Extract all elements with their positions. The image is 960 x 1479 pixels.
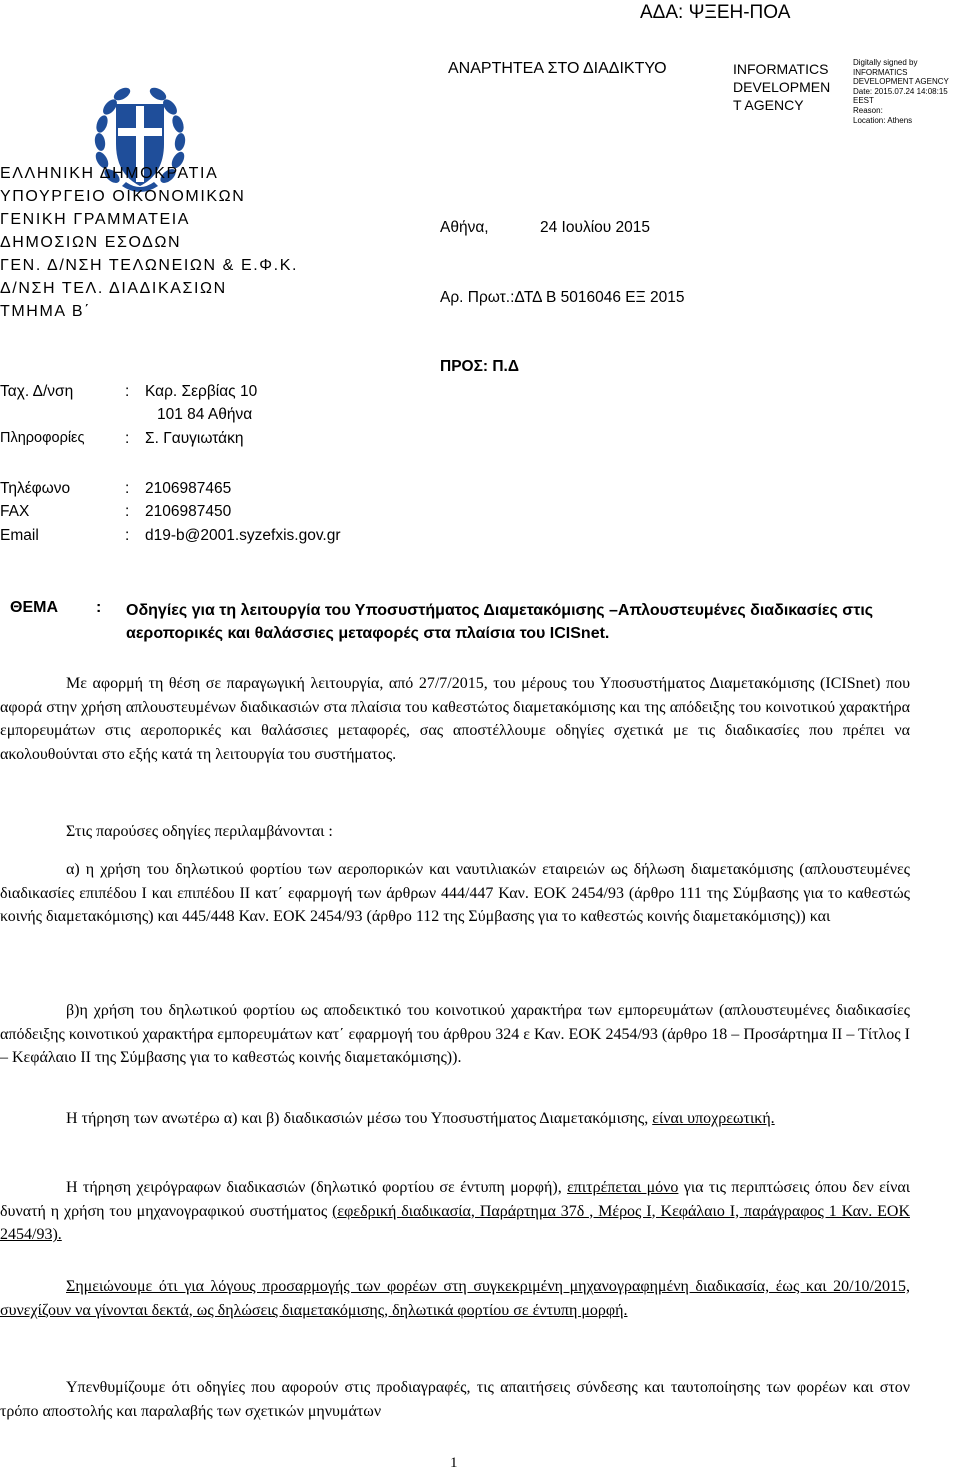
body-paragraph-7: Σημειώνουμε ότι για λόγους προσαρμογής των φορέων στη συγκεκριμένη μηχανογραφημένη διαδικασία, έως και 20/10/2015, συνεχίζουν να γίνονται δεκτά, ως δηλώσεις διαμετακόμισης, δηλωτικά φορτίου σε έντυπη μορφή. [0,1278,910,1319]
address-label: Ταχ. Δ/νση [0,383,74,400]
org-header [0,162,298,323]
org-header-line: ΓΕΝ. Δ/ΝΣΗ ΤΕΛΩΝΕΙΩΝ & Ε.Φ.Κ. [0,257,299,274]
signature-line: Reason: [853,105,883,115]
body-paragraph-5 [0,1107,910,1131]
subject-label: ΘΕΜΑ [10,599,58,616]
field-colon: : [125,383,130,400]
fax-value: 2106987450 [145,503,232,520]
org-header-line: ΔΗΜΟΣΙΩΝ ΕΣΟΔΩΝ [0,234,182,251]
phone-value: 2106987465 [145,480,232,497]
email-value[interactable]: d19-b@2001.syzefxis.gov.gr [145,527,341,544]
email-label: Email [0,527,39,544]
posted-notice: ΑΝΑΡΤΗΤΕΑ ΣΤΟ ΔΙΑΔΙΚΤΥΟ [448,60,667,77]
body-paragraph-4: β)η χρήση του δηλωτικού φορτίου ως αποδεικτικό του κοινοτικού χαρακτήρα των εμπορευμάτων (απλουστευμένες διαδικασίες απόδειξης κοινοτικού χαρακτήρα εμπορευμάτων κατ΄ εφαρμογή του άρθρου 324 ε Καν. ΕΟΚ 2454/93 (άρθρο 18 – Προσάρτημα ΙΙ – Τίτλος Ι – Κεφάλαιο ΙΙ της Σύμβασης για το καθεστώς κοινής διαμετακόμισης)). [0,1002,910,1066]
underlined-text: είναι υποχρεωτική. [652,1110,775,1127]
protocol-number: Αρ. Πρωτ.:ΔΤΔ Β 5016046 ΕΞ 2015 [440,289,685,306]
address-line-2: 101 84 Αθήνα [157,406,253,423]
org-header-line: ΕΛΛΗΝΙΚΗ ΔΗΜΟΚΡΑΤΙΑ [0,165,219,182]
signature-line: Date: 2015.07.24 14:08:15 [853,86,948,96]
body-text: Η τήρηση χειρόγραφων διαδικασιών (δηλωτικό φορτίου σε έντυπη μορφή), [66,1179,562,1196]
org-header-line: ΥΠΟΥΡΓΕΙΟ ΟΙΚΟΝΟΜΙΚΩΝ [0,188,246,205]
subject-colon: : [96,599,102,616]
agency-stamp-line: T AGENCY [733,97,804,113]
body-paragraph-3: α) η χρήση του δηλωτικού φορτίου των αεροπορικών και ναυτιλιακών εταιρειών ως δήλωση διαμετακόμισης (απλουστευμένες διαδικασίες επιπέδου Ι και επιπέδου ΙΙ κατ΄ εφαρμογή των άρθρων 444/447 Καν. ΕΟΚ 2454/93 (άρθρο 111 της Σύμβασης για το καθεστώς κοινής διαμετακόμισης) και 445/448 Καν. ΕΟΚ 2454/93 (άρθρο 112 της Σύμβασης για το καθεστώς κοινής διαμετακόμισης)) και [0,861,910,925]
field-colon: : [125,430,130,447]
body-text: Η τήρηση των ανωτέρω α) και β) διαδικασιών μέσω του Υποσυστήματος Διαμετακόμισης, [66,1110,649,1127]
signature-line: EEST [853,96,874,106]
agency-stamp-line: INFORMATICS [733,61,829,77]
body-text: για τις περιπτώσεις όπου δεν είναι δυνατή η χρήση του μηχανογραφικού συστήματος [0,1179,911,1220]
org-header-line: ΤΜΗΜΑ Β΄ [0,303,92,320]
ada-code: ΑΔΑ: ΨΞΕΗ-ΠΟΑ [640,2,791,23]
field-colon: : [125,503,130,520]
body-paragraph-2: Στις παρούσες οδηγίες περιλαμβάνονται : [66,823,333,840]
info-label: Πληροφορίες [0,430,85,446]
agency-stamp [733,60,849,114]
signature-line: INFORMATICS [853,67,908,77]
body-paragraph-8: Υπενθυμίζουμε ότι οδηγίες που αφορούν στις προδιαγραφές, τις απαιτήσεις σύνδεσης και ταυτοποίησης των φορέων και στον τρόπο αποστολής και παραλαβής των σχετικών μηνυμάτων [0,1379,910,1420]
recipient: ΠΡΟΣ: Π.Δ [440,358,519,375]
signature-line: DEVELOPMENT AGENCY [853,77,949,87]
page-number: 1 [450,1455,458,1471]
underlined-text: (εφεδρική διαδικασία, Παράρτημα 37δ , Μέρος Ι, Κεφάλαιο Ι, παράγραφος 1 Καν. ΕΟΚ 2454/93). [0,1202,910,1243]
org-header-line: ΓΕΝΙΚΗ ΓΡΑΜΜΑΤΕΙΑ [0,211,191,228]
field-colon: : [125,527,130,544]
body-paragraph-6 [0,1176,910,1247]
signature-line: Digitally signed by [853,58,918,67]
agency-stamp-line: DEVELOPMEN [733,79,831,95]
signature-line: Location: Athens [853,115,913,125]
subject-text: Οδηγίες για τη λειτουργία του Υποσυστήματος Διαμετακόμισης –Απλουστευμένες διαδικασίες στις αεροπορικές και θαλάσσιες μεταφορές στα πλαίσια του ICISnet. [126,602,874,642]
phone-label: Τηλέφωνο [0,480,71,497]
underlined-text: επιτρέπεται μόνο [567,1179,679,1196]
info-value: Σ. Γαυγιωτάκη [145,430,244,447]
org-header-line: Δ/ΝΣΗ ΤΕΛ. ΔΙΑΔΙΚΑΣΙΩΝ [0,280,227,297]
field-colon: : [125,480,130,497]
body-paragraph-1: Με αφορμή τη θέση σε παραγωγική λειτουργία, από 27/7/2015, του μέρους του Υποσυστήματος Διαμετακόμισης (ICISnet) που αφορά στην χρήση απλουστευμένων διαδικασιών στα πλαίσια του καθεστώτος διαμετακόμισης και της απόδειξης του κοινοτικού χαρακτήρα εμπορευμάτων στις αεροπορικές και θαλάσσιες μεταφορές, σας αποστέλλουμε οδηγίες σχετικά με τις διαδικασίες που πρέπει να ακολουθούνται στο εξής κατά τη λειτουργία του συστήματος. [0,675,910,763]
address-line-1: Καρ. Σερβίας 10 [145,383,258,400]
fax-label: FAX [0,503,30,520]
digital-signature [853,58,960,125]
place-label: Αθήνα, [440,219,489,236]
document-date: 24 Ιουλίου 2015 [540,219,651,236]
